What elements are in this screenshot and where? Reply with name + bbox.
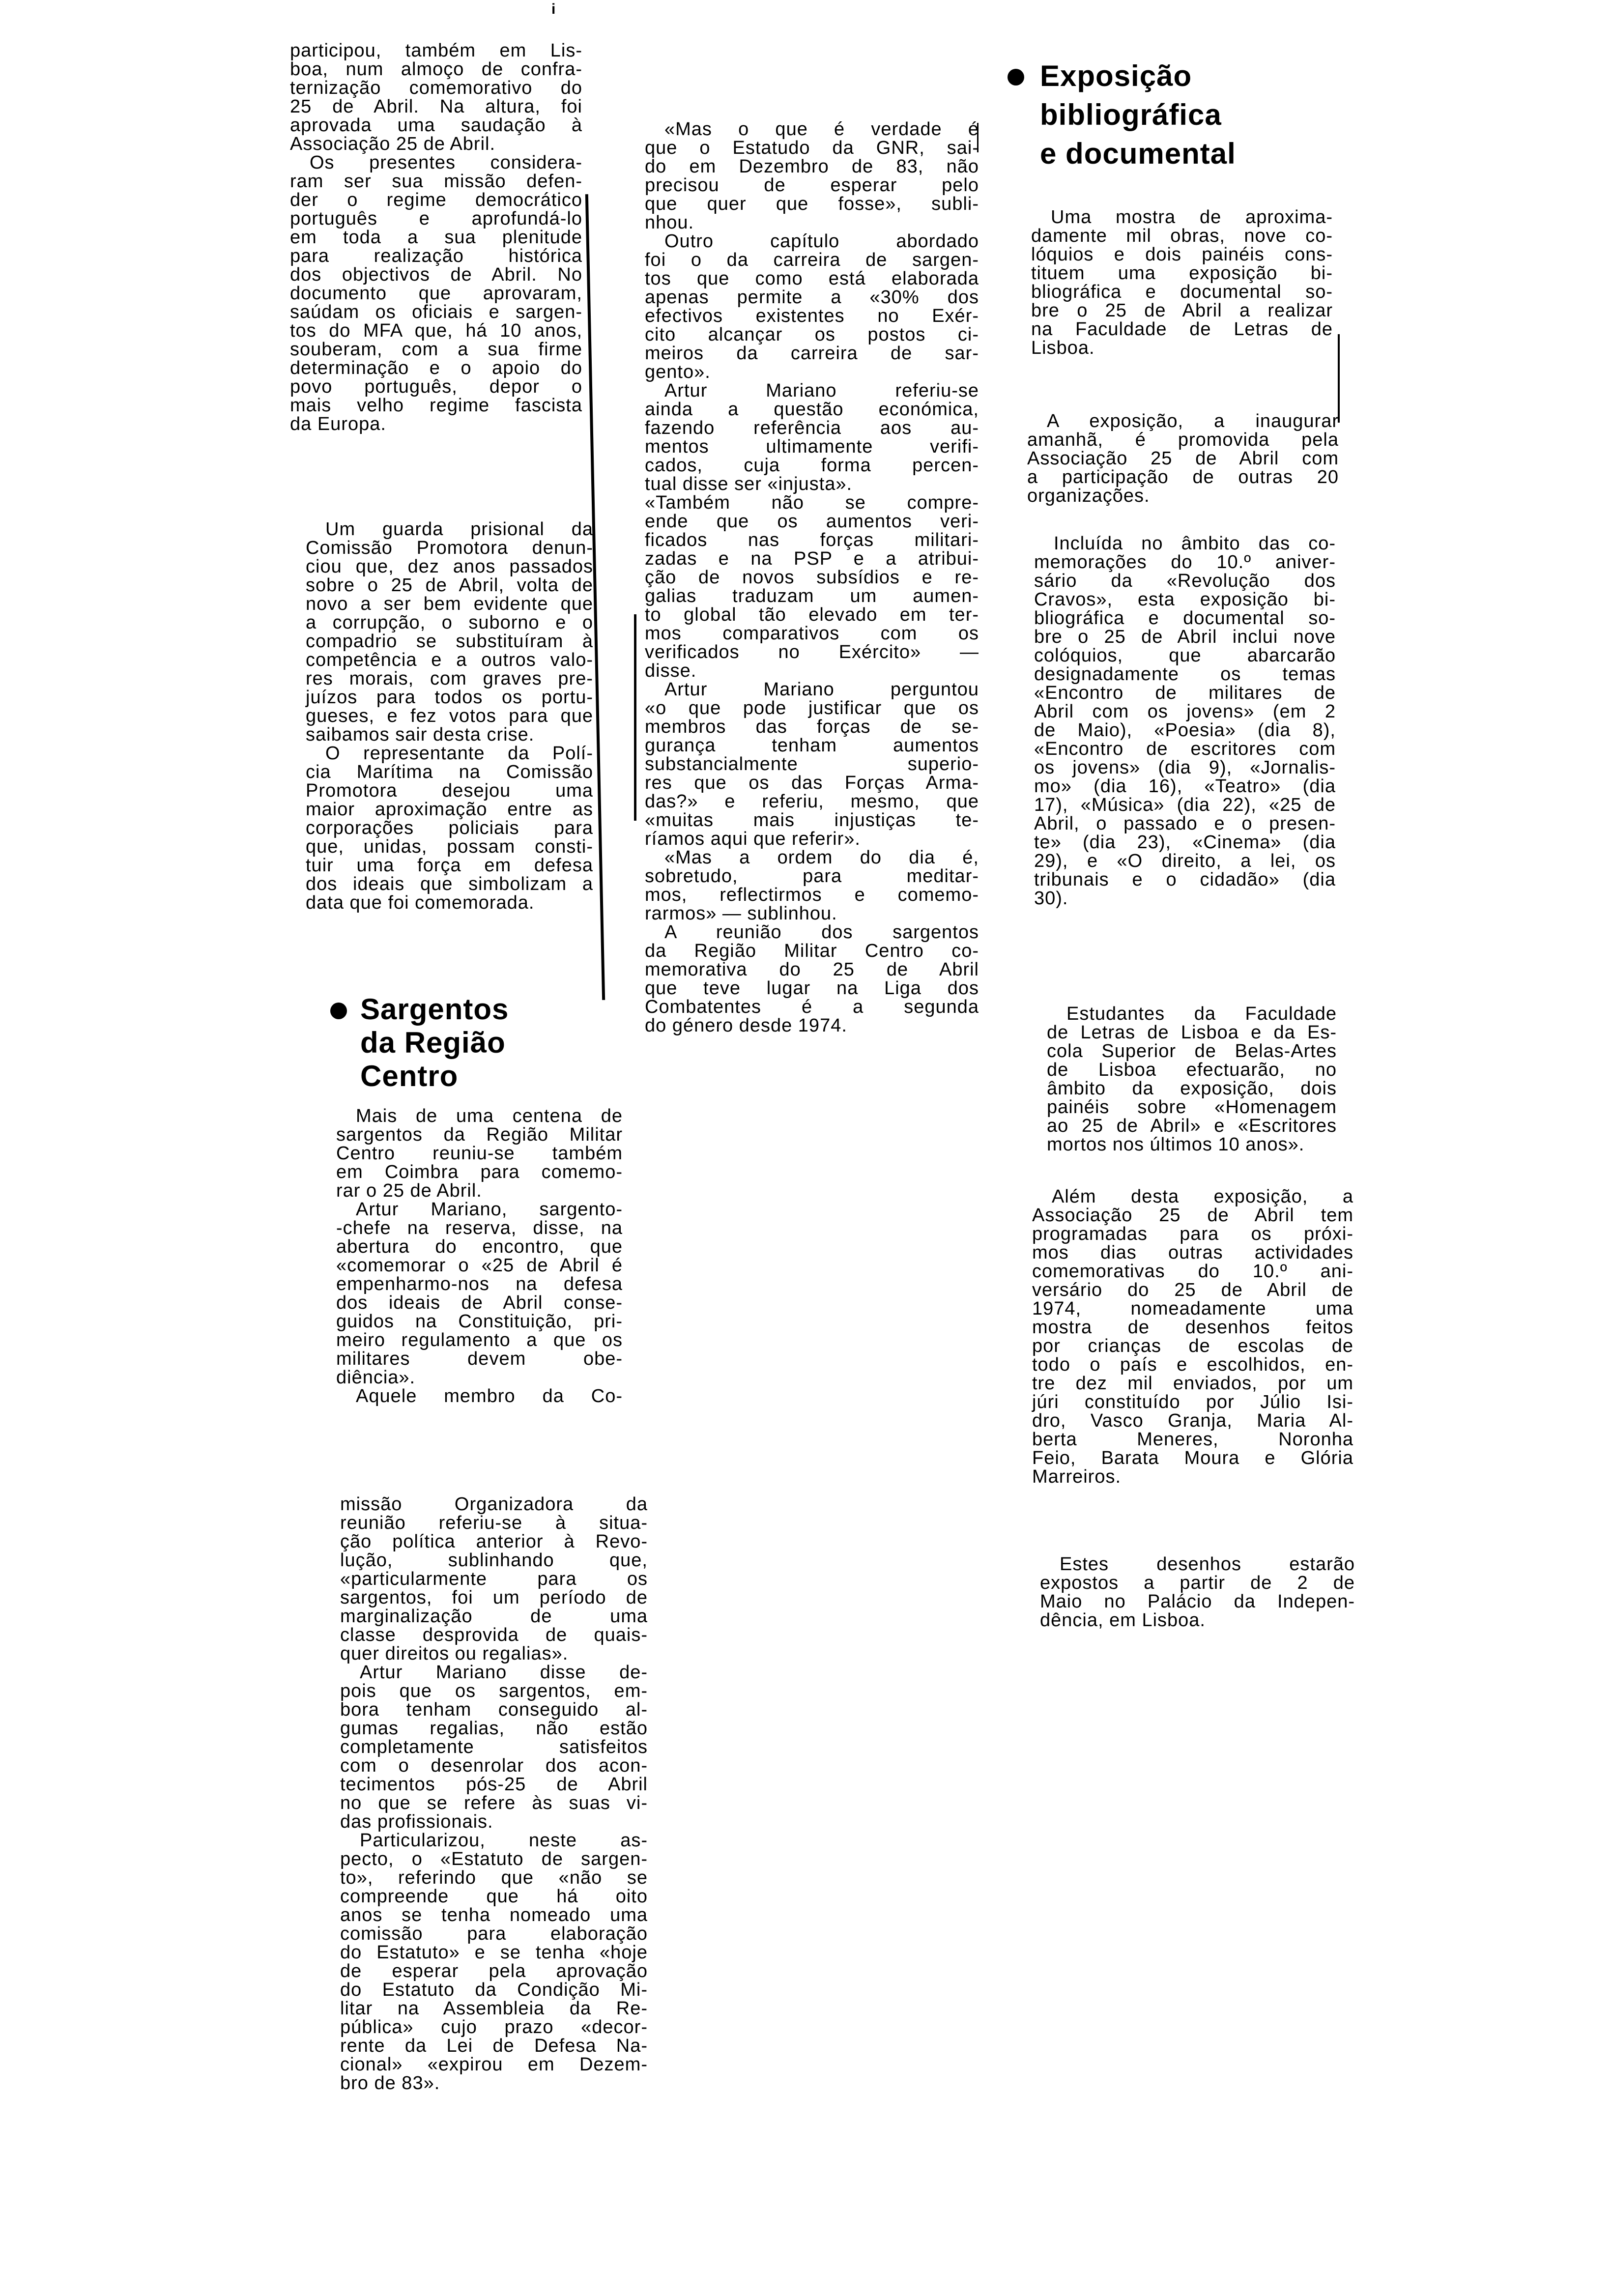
text-line: berta Meneres, Noronha [1032,1429,1353,1450]
article-intro [290,39,582,434]
text-line: mais velho regime fascista [290,395,582,416]
text-line: dro, Vasco Granja, Maria Al- [1032,1410,1353,1431]
exposicao-paragraph-1 [1031,206,1333,358]
text-line: Uma mostra de aproxima- [1051,207,1333,228]
text-line: tual disse ser «injusta». [645,474,853,494]
text-line: nhou. [645,212,694,233]
text-line: por crianças de escolas de [1032,1336,1353,1356]
text-line: os jovens» (dia 9), «Jornalis- [1034,757,1336,778]
text-line: competência e a outros valo- [306,650,593,670]
text-line: Outro capítulo abordado [664,231,979,252]
text-line: memorativa do 25 de Abril [645,959,979,980]
text-line: sário da «Revolução dos [1034,571,1336,591]
text-line: ainda a questão económica, [645,399,979,420]
text-line: 1974, nomeadamente uma [1032,1298,1353,1319]
text-line: mortos nos últimos 10 anos». [1047,1134,1305,1155]
text-line: compadrio se substituíram à [306,631,593,652]
text-line: membros das forças de se- [645,717,979,737]
heading-line: Exposição [1040,59,1192,92]
text-line: Marreiros. [1032,1466,1122,1487]
text-line: der o regime democrático [290,190,582,210]
text-line: corporações policiais para [306,818,593,838]
heading-line: Centro [360,1060,459,1092]
article-column-2 [645,118,979,1036]
text-line: júri constituído por Júlio Isi- [1032,1392,1353,1412]
exposicao-paragraph-6 [1040,1553,1355,1631]
heading-line: Sargentos [360,993,509,1026]
text-line: gueses, e fez votos para que [306,706,593,726]
text-line: missão Organizadora da [340,1494,648,1515]
text-line: 17), «Música» (dia 22), «25 de [1034,795,1336,815]
text-line: gento». [645,362,711,382]
text-line: compreende que há oito [340,1886,648,1907]
text-line: A reunião dos sargentos [664,922,979,943]
section-heading-exposicao [1040,57,1236,173]
heading-line: bibliográfica [1040,98,1222,131]
text-line: bre o 25 de Abril a realizar [1031,300,1333,321]
text-line: Os presentes considera- [310,152,582,173]
bullet-icon [330,1003,347,1019]
text-line: tos que como está elaborada [645,268,979,289]
text-line: tecimentos pós-25 de Abril [340,1774,648,1795]
text-line: ríamos aqui que referir». [645,829,861,849]
text-line: classe desprovida de quais- [340,1625,648,1645]
text-line: novo a ser bem evidente que [306,594,593,614]
exposicao-paragraph-2 [1027,409,1339,506]
text-line: colóquios, que abarcarão [1034,645,1336,666]
text-line: «comemorar o «25 de Abril é [336,1255,623,1276]
text-line: organizações. [1027,486,1150,506]
section-body-sargentos-b [340,1493,648,2094]
text-line: tre dez mil enviados, por um [1032,1373,1353,1394]
heading-line: da Região [360,1026,506,1059]
text-line: mostra de desenhos feitos [1032,1317,1353,1338]
text-line: memorações do 10.º aniver- [1034,552,1336,573]
text-line: anos se tenha nomeado uma [340,1905,648,1925]
text-line: da Europa. [290,414,386,434]
text-line: mos, reflectirmos e comemo- [645,885,979,905]
text-line: a participação de outras 20 [1027,467,1339,488]
text-line: bro de 83». [340,2073,440,2094]
text-line: sargentos da Região Militar [336,1124,623,1145]
text-line: Artur Mariano referiu-se [664,380,979,401]
text-line: do em Dezembro de 83, não [645,156,979,177]
text-line: Combatentes é a segunda [645,997,979,1017]
text-line: Promotora desejou uma [306,780,593,801]
text-line: de Lisboa efectuarão, no [1047,1060,1337,1080]
text-line: cola Superior de Belas-Artes [1047,1041,1337,1062]
text-line: to», referindo que «não se [340,1867,648,1888]
text-line: ende que os aumentos veri- [645,511,979,532]
text-line: que o Estatudo da GNR, sai- [645,138,979,158]
text-line: em Coimbra para comemo- [336,1162,623,1182]
exposicao-paragraph-4 [1047,1002,1337,1155]
text-line: disse. [645,660,697,681]
text-line: marginalização de uma [340,1606,648,1627]
text-line: das?» e referiu, mesmo, que [645,791,979,812]
text-line: da Região Militar Centro co- [645,941,979,961]
text-line: Estes desenhos estarão [1060,1554,1355,1575]
text-line: de Letras de Lisboa e da Es- [1047,1022,1337,1043]
text-line: programadas para os próxi- [1032,1224,1353,1244]
text-line: Comissão Promotora denun- [306,538,593,558]
text-line: painéis sobre «Homenagem [1047,1097,1337,1118]
text-line: mo» (dia 16), «Teatro» (dia [1034,776,1336,797]
text-line: maior aproximação entre as [306,799,593,820]
text-line: que teve lugar na Liga dos [645,978,979,999]
text-line: bre o 25 de Abril inclui nove [1034,627,1336,647]
text-line: boa, num almoço de confra- [290,59,582,80]
text-line: Associação 25 de Abril tem [1032,1205,1353,1226]
text-line: verificados no Exército» — [645,642,979,662]
text-line: Abril com os jovens» (em 2 [1034,701,1336,722]
text-line: rente da Lei de Defesa Na- [340,2036,648,2056]
text-line: Artur Mariano perguntou [664,679,979,700]
page-mark: i [551,1,556,17]
text-line: Maio no Palácio da Indepen- [1040,1591,1355,1612]
text-line: Um guarda prisional da [325,519,593,540]
text-line: Mais de uma centena de [356,1106,623,1126]
text-line: 25 de Abril. Na altura, foi [290,96,582,117]
text-line: «Também não se compre- [645,492,979,513]
heading-line: e documental [1040,137,1236,170]
text-line: Cravos», esta exposição bi- [1034,589,1336,610]
text-line: «Encontro de escritores com [1034,739,1336,759]
text-line: Lisboa. [1031,338,1095,358]
text-line: do género desde 1974. [645,1015,847,1036]
text-line: lóquios e dois painéis cons- [1031,244,1333,265]
column-rule [634,614,636,821]
text-line: «particularmente para os [340,1569,648,1589]
text-line: Centro reuniu-se também [336,1143,623,1164]
text-line: tribunais e o cidadão» (dia [1034,869,1336,890]
text-line: comissão para elaboração [340,1923,648,1944]
text-line: rarmos» — sublinhou. [645,903,837,924]
text-line: galias traduzam um aumen- [645,586,979,606]
text-line: aprovada uma saudação à [290,115,582,136]
text-line: amanhã, é promovida pela [1027,430,1339,450]
text-line: bliográfica e documental so- [1031,282,1333,302]
text-line: Incluída no âmbito das co- [1054,533,1336,554]
text-line: comemorativas do 10.º ani- [1032,1261,1353,1282]
text-line: das profissionais. [340,1811,493,1832]
text-line: na Faculdade de Letras de [1031,319,1333,340]
text-line: dos objectivos de Abril. No [290,264,582,285]
text-line: gumas regalias, não estão [340,1718,648,1739]
text-line: de esperar pela aprovação [340,1961,648,1981]
text-line: meiros da carreira de sar- [645,343,979,364]
text-line: empenharmo-nos na defesa [336,1274,623,1294]
text-line: fazendo referência aos au- [645,418,979,438]
text-line: saibamos sair desta crise. [306,724,535,745]
text-line: precisou de esperar pelo [645,175,979,196]
text-line: data que foi comemorada. [306,892,535,913]
text-line: efectivos existentes no Exér- [645,306,979,326]
text-line: designadamente os temas [1034,664,1336,685]
text-line: O representante da Polí- [325,743,593,764]
exposicao-paragraph-5 [1032,1186,1353,1485]
text-line: Particularizou, neste as- [360,1830,648,1851]
text-line: res que os das Forças Arma- [645,773,979,793]
text-line: mos dias outras actividades [1032,1242,1353,1263]
text-line: Estudantes da Faculdade [1066,1004,1337,1024]
text-line: diência». [336,1367,416,1388]
text-line: ternização comemorativo do [290,78,582,98]
bullet-icon [1008,69,1024,86]
text-line: -chefe na reserva, disse, na [336,1218,623,1238]
text-line: do Estatuto» e se tenha «hoje [340,1942,648,1963]
text-line: Feio, Barata Moura e Glória [1032,1448,1353,1468]
text-line: «muitas mais injustiças te- [645,810,979,831]
text-line: abertura do encontro, que [336,1236,623,1257]
text-line: com o desenrolar dos acon- [340,1755,648,1776]
text-line: âmbito da exposição, dois [1047,1078,1337,1099]
text-line: «o que pode justificar que os [645,698,979,718]
text-line: Abril, o passado e o presen- [1034,813,1336,834]
text-line: Aquele membro da Co- [356,1386,623,1406]
text-line: mos comparativos com os [645,623,979,644]
text-line: lução, sublinhando que, [340,1550,648,1571]
article-continued [306,519,593,911]
text-line: meiro regulamento a que os [336,1330,623,1350]
text-line: pecto, o «Estatuto de sargen- [340,1849,648,1869]
text-line: res morais, com graves pre- [306,668,593,689]
text-line: cados, cuja forma percen- [645,455,979,476]
text-line: militares devem obe- [336,1349,623,1369]
text-line: A exposição, a inaugurar [1047,411,1339,431]
text-line: substancialmente superio- [645,754,979,775]
text-line: Associação 25 de Abril. [290,134,496,154]
text-line: ção de novos subsídios e re- [645,567,979,588]
text-line: mentos ultimamente verifi- [645,436,979,457]
text-line: Associação 25 de Abril com [1027,448,1339,469]
text-line: completamente satisfeitos [340,1737,648,1757]
text-line: dos ideais de Abril conse- [336,1292,623,1313]
text-line: reunião referiu-se à situa- [340,1513,648,1533]
text-line: em toda a sua plenitude [290,227,582,248]
text-line: tos do MFA que, há 10 anos, [290,320,582,341]
text-line: documento que aprovaram, [290,283,582,304]
text-line: 29), e «O direito, a lei, os [1034,851,1336,871]
text-line: todo o país e escolhidos, en- [1032,1354,1353,1375]
text-line: 30). [1034,888,1068,909]
section-heading-sargentos [360,993,509,1093]
text-line: a corrupção, o suborno e o [306,612,593,633]
text-line: dência, em Lisboa. [1040,1610,1206,1631]
text-line: ficados nas forças militari- [645,530,979,550]
text-line: cional» «expirou em Dezem- [340,2054,648,2075]
text-line: te» (dia 23), «Cinema» (dia [1034,832,1336,853]
text-line: sargentos, foi um período de [340,1587,648,1608]
text-line: de Maio), «Poesia» (dia 8), [1034,720,1336,741]
text-line: foi o da carreira de sargen- [645,250,979,270]
text-line: povo português, depor o [290,376,582,397]
text-line: rar o 25 de Abril. [336,1180,482,1201]
text-line: souberam, com a sua firme [290,339,582,360]
text-line: português e aprofundá-lo [290,208,582,229]
text-line: versário do 25 de Abril de [1032,1280,1353,1300]
text-line: dos ideais que simbolizam a [306,874,593,894]
text-line: apenas permite a «30% dos [645,287,979,308]
text-line: saúdam os oficiais e sargen- [290,302,582,322]
text-line: gurança tenham aumentos [645,735,979,756]
text-line: pois que os sargentos, em- [340,1681,648,1701]
text-line: to global tão elevado em ter- [645,604,979,625]
text-line: «Encontro de militares de [1034,683,1336,703]
text-line: que, unidas, possam consti- [306,836,593,857]
text-line: ao 25 de Abril» e «Escritores [1047,1116,1337,1136]
text-line: «Mas a ordem do dia é, [664,847,979,868]
text-line: Artur Mariano, sargento- [356,1199,623,1220]
section-body-sargentos-a [336,1106,623,1405]
text-line: cia Marítima na Comissão [306,762,593,782]
text-line: cito alcançar os postos ci- [645,324,979,345]
text-line: pública» cujo prazo «decor- [340,2017,648,2038]
text-line: que quer que fosse», subli- [645,194,979,214]
text-line: zadas e na PSP e a atribui- [645,548,979,569]
text-line: sobretudo, para meditar- [645,866,979,887]
text-line: Artur Mariano disse de- [360,1662,648,1683]
text-line: tituem uma exposição bi- [1031,263,1333,284]
text-line: ção política anterior à Revo- [340,1531,648,1552]
text-line: determinação e o apoio do [290,358,582,378]
text-line: sobre o 25 de Abril, volta de [306,575,593,596]
text-line: bliográfica e documental so- [1034,608,1336,629]
text-line: ciou que, dez anos passados [306,556,593,577]
text-line: damente mil obras, nove co- [1031,226,1333,246]
text-line: quer direitos ou regalias». [340,1643,569,1664]
text-line: ram ser sua missão defen- [290,171,582,192]
text-line: guidos na Constituição, pri- [336,1311,623,1332]
text-line: no que se refere às suas vi- [340,1793,648,1813]
text-line: «Mas o que é verdade é [664,119,979,140]
text-line: litar na Assembleia da Re- [340,1998,648,2019]
text-line: expostos a partir de 2 de [1040,1573,1355,1593]
text-line: bora tenham conseguido al- [340,1699,648,1720]
text-line: juízos para todos os portu- [306,687,593,708]
exposicao-paragraph-3 [1034,532,1336,909]
text-line: Além desta exposição, a [1052,1186,1353,1207]
text-line: tuir uma força em defesa [306,855,593,876]
text-line: participou, também em Lis- [290,40,582,61]
text-line: para realização histórica [290,246,582,266]
text-line: do Estatuto da Condição Mi- [340,1980,648,2000]
